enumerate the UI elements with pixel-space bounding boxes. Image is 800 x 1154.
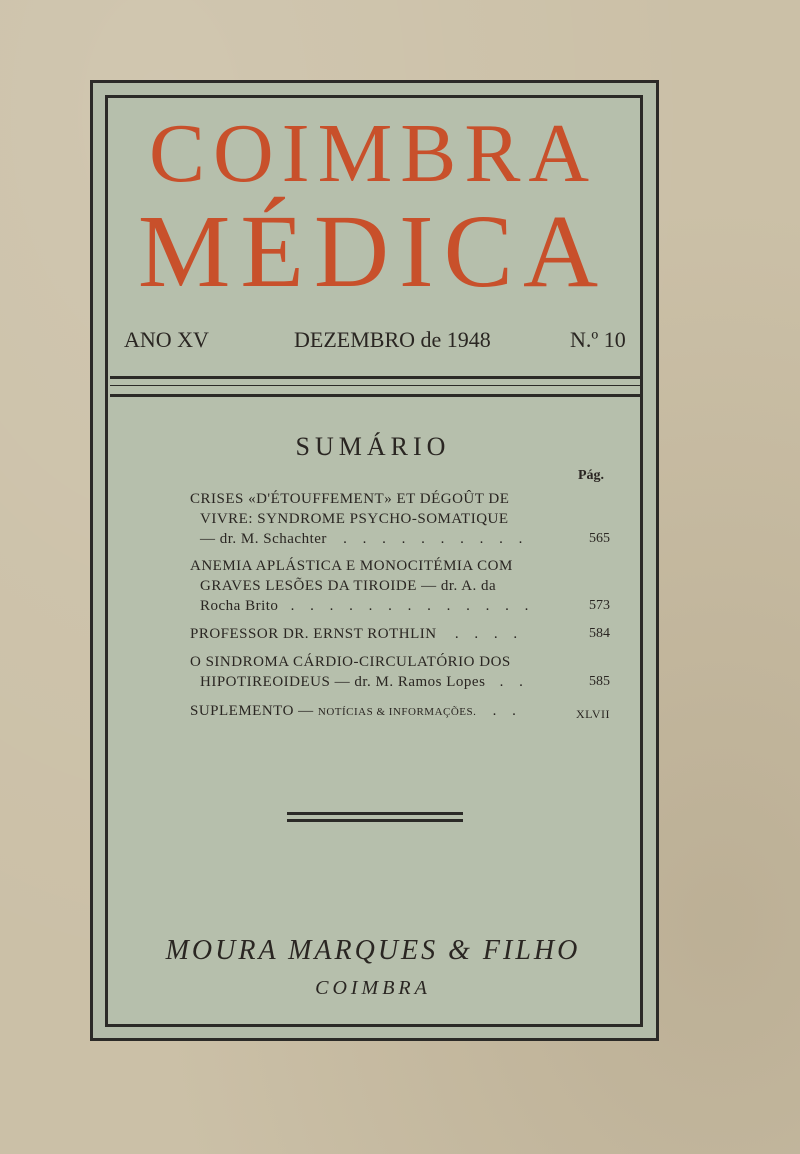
entry-page-number: 573 — [589, 598, 610, 613]
entry-title-line: CRISES «D'ÉTOUFFEMENT» ET DÉGOÛT DE — [190, 491, 510, 507]
ornament-rule — [287, 812, 463, 815]
entry-title-line: GRAVES LESÕES DA TIROIDE — dr. A. da — [200, 578, 497, 594]
page-column-label: Pág. — [578, 468, 605, 483]
ornament-rule — [287, 819, 463, 822]
issue-date: DEZEMBRO de 1948 — [294, 327, 491, 352]
summary-entry — [190, 489, 610, 549]
entry-title-line — [190, 672, 610, 692]
issue-year: ANO XV — [124, 327, 209, 352]
entry-author: HIPOTIREOIDEUS — dr. M. Ramos Lopes — [200, 674, 486, 690]
entry-title-line: ANEMIA APLÁSTICA E MONOCITÉMIA COM — [190, 558, 513, 574]
summary-entry — [190, 624, 610, 644]
entry-author-line — [190, 529, 610, 549]
summary-entry — [190, 556, 610, 616]
entry-author-line — [190, 596, 610, 616]
leader-dots: . . — [499, 674, 529, 690]
leader-dots: . . . . — [454, 626, 524, 642]
supplement-subtitle: NOTÍCIAS & INFORMAÇÕES. — [317, 706, 477, 718]
divider-rule — [110, 394, 640, 397]
entry-title-line: O SINDROMA CÁRDIO-CIRCULATÓRIO DOS — [190, 654, 511, 670]
entry-title-line — [190, 701, 610, 722]
entry-page-number: 584 — [589, 626, 610, 641]
leader-dots: . . . . . . . . . . . . . — [290, 598, 535, 614]
divider-rule — [110, 376, 640, 379]
summary-heading: SUMÁRIO — [295, 432, 451, 461]
entry-author: — dr. M. Schachter — [200, 531, 327, 547]
leader-dots: . . . . . . . . . . — [343, 531, 529, 547]
entry-page-number: XLVII — [575, 707, 610, 721]
entry-title-line — [190, 624, 610, 644]
entry-title-line: VIVRE: SYNDROME PSYCHO-SOMATIQUE — [200, 511, 509, 527]
journal-title-line2: MÉDICA — [137, 194, 609, 309]
summary-entry — [190, 701, 610, 722]
leader-dots: . . — [492, 703, 522, 719]
publisher-city: COIMBRA — [315, 977, 431, 999]
divider-rule — [110, 385, 640, 386]
supplement-label: SUPLEMENTO — — [190, 703, 318, 719]
publisher-name: MOURA MARQUES & FILHO — [165, 935, 581, 966]
issue-number: N.º 10 — [570, 327, 626, 352]
entry-title: PROFESSOR DR. ERNST ROTHLIN — [190, 626, 437, 642]
summary-entry — [190, 652, 610, 692]
entry-page-number: 565 — [589, 531, 610, 546]
entry-author: Rocha Brito — [200, 598, 279, 614]
journal-title-line1: COIMBRA — [148, 107, 598, 200]
entry-page-number: 585 — [589, 674, 610, 689]
